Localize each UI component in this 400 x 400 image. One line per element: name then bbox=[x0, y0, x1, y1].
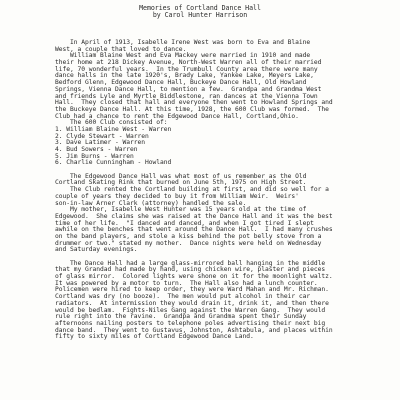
text-line: awhile on the benches that went around the Dance Hall. I had many crushes bbox=[55, 226, 333, 234]
text-line: drummer or two." stated my mother. Dance nights were held on Wednesday bbox=[55, 239, 322, 247]
text-line: dance halls in the late 1920's, Brady Lake, Yankee Lake, Meyers Lake, bbox=[55, 72, 314, 80]
text-line: radiators. At intermission they would drain it, drink it, and then there bbox=[55, 299, 329, 307]
text-line: rule right into the ravine. Grandpa and Grandma spent their Sunday bbox=[55, 313, 307, 321]
text-line: that my Grandad had made by hand, using chicken wire, plaster and pieces bbox=[55, 266, 326, 274]
text-line: William Blaine West and Eva Mackey were married in 1910 and made bbox=[55, 52, 311, 60]
text-line: 3. Dave Latimer - Warren bbox=[55, 139, 146, 147]
document-header bbox=[0, 5, 400, 19]
text-line: 4. Bud Sowers - Warren bbox=[55, 146, 138, 153]
document-byline: by Carol Hunter Harrison bbox=[152, 11, 248, 20]
text-line: The 600 Club consisted of: bbox=[55, 119, 168, 127]
text-line: the Buckeye Dance Hall. At this time, 1928, the 600 Club was formed. The bbox=[55, 105, 329, 113]
text-line: 1. William Blaine West - Warren bbox=[55, 125, 172, 133]
text-line: The Club rented the Cortland building at first, and did so well for a bbox=[55, 186, 329, 194]
text-line: The Dance Hall had a large glass-mirrored ball hanging in the middle bbox=[55, 259, 326, 267]
text-line: Bedford Glenn, Edgewood Dance Hall, Buckeye Dance Hall, Old Howland bbox=[55, 79, 307, 87]
text-line: time of her life. "I danced and danced, and when I got tired I slept bbox=[55, 219, 314, 227]
text-line: and Saturday evenings. bbox=[55, 246, 138, 254]
text-line: It was powered by a motor to turn. The Hall also had a lunch counter. bbox=[55, 279, 318, 287]
text-line: and friends Lyle and Myrtle Biddlestone, ran dances at the Vienna Town bbox=[55, 92, 318, 100]
text-line: on the band players, and stole a kiss behind the pot belly stove from a bbox=[55, 232, 322, 240]
text-line: The Edgewood Dance Hall was what most of us remember as the Old bbox=[55, 172, 307, 180]
text-line: dance band. They went to Gustavus, Johnston, Ashtabula, and places within bbox=[55, 326, 333, 334]
text-line: My mother, Isabelle West Hunter was 15 years old at the time of bbox=[55, 206, 307, 214]
text-line: of glass mirror. Colored lights were shone on it for the moonlight waltz. bbox=[55, 273, 333, 281]
text-line: West, a couple that loved to dance. bbox=[55, 45, 187, 53]
document-title: Memories of Cortland Dance Hall bbox=[139, 4, 261, 12]
text-line: In April of 1913, Isabelle Irene West was born to Eva and Blaine bbox=[55, 39, 311, 46]
text-line: Cortland was dry (no booze). The men would put alcohol in their car bbox=[55, 293, 311, 301]
text-line: 6. Charlie Cunningham - Howland bbox=[55, 159, 172, 167]
text-line: fifty to sixty miles of Cortland Edgewood Dance Land. bbox=[55, 333, 254, 341]
text-line: life, 70 wonderful years. In the Trumbull County area there were many bbox=[55, 65, 318, 73]
text-line: Springs, Vienna Dance Hall, to mention a few. Grandpa and Grandma West bbox=[55, 85, 322, 93]
text-line: Club had a chance to rent the Edgewood Dance Hall, Cortland,Ohio. bbox=[55, 112, 299, 120]
text-line: Policemen were hired to keep order, they were Ward Mahan and Mr. Richman. bbox=[55, 286, 329, 294]
text-line: their home at 218 Dickey Avenue, North-West Warren all of their married bbox=[55, 59, 322, 67]
text-line: Cortland Skating Rink that burned on June 5th, 1975 on High Street. bbox=[55, 179, 307, 187]
text-line: son-in-law Arner Clark (attorney) handled the sale. bbox=[55, 199, 247, 207]
text-line: 5. Jim Burns - Warren bbox=[55, 152, 134, 160]
text-line: 2. Clyde Stewart - Warren bbox=[55, 132, 149, 140]
text-line: Hall. They closed that hall and everyone then went to Howland Springs and bbox=[55, 99, 333, 107]
text-line: afternoons nailing posters to telephone poles advertising their next big bbox=[55, 319, 326, 327]
document-body bbox=[55, 40, 380, 341]
text-line: Edgewood. She claims she was raised at the Dance Hall and it was the best bbox=[55, 212, 333, 220]
text-line: couple of years they decided to buy it from William Weir. Weirs' bbox=[55, 192, 299, 200]
text-line: would be bedlam. Fights-Niles Gang against the Warren Gang. They would bbox=[55, 306, 326, 314]
